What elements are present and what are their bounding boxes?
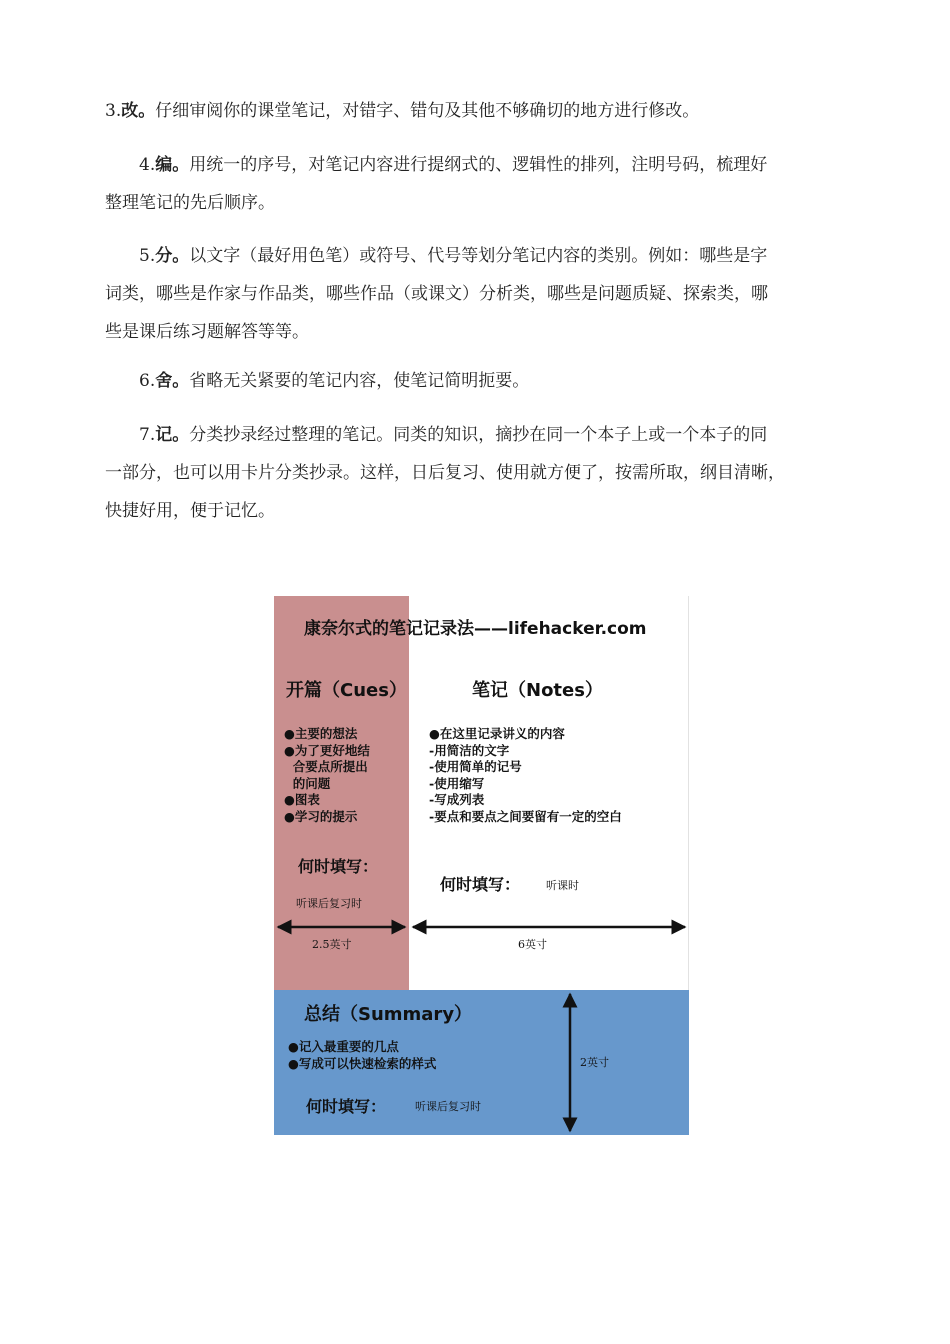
paragraph-number: 4. bbox=[139, 155, 156, 175]
paragraph-5 bbox=[105, 237, 865, 351]
list-item: ●主要的想法 bbox=[284, 726, 358, 741]
paragraph-number: 7. bbox=[139, 425, 156, 445]
list-item: -用简洁的文字 bbox=[429, 742, 510, 758]
paragraph-text: 词类，哪些是作家与作品类，哪些作品（或课文）分析类，哪些是问题质疑、探索类，哪 bbox=[105, 284, 768, 304]
list-item: ●图表 bbox=[284, 792, 320, 807]
paragraph-text: 一部分，也可以用卡片分类抄录。这样，日后复习、使用就方便了，按需所取，纲目清晰， bbox=[105, 463, 785, 483]
cues-when-label: 何时填写： bbox=[298, 857, 379, 876]
paragraph-text: 整理笔记的先后顺序。 bbox=[105, 193, 275, 213]
paragraph-keyword: 记。 bbox=[155, 425, 190, 445]
paragraph-keyword: 编。 bbox=[155, 155, 190, 175]
list-item: -要点和要点之间要留有一定的空白 bbox=[429, 808, 622, 824]
list-item: 合要点所提出 bbox=[284, 759, 368, 774]
paragraph-text: 些是课后练习题解答等等。 bbox=[105, 322, 309, 342]
summary-header: 总结（Summary） bbox=[304, 1004, 473, 1025]
list-item: -使用缩写 bbox=[429, 775, 485, 791]
paragraph-text: 用统一的序号，对笔记内容进行提纲式的、逻辑性的排列，注明号码，梳理好 bbox=[189, 155, 768, 175]
list-item: -使用简单的记号 bbox=[429, 759, 522, 774]
cues-width-label: 2.5英寸 bbox=[312, 938, 352, 951]
paragraph-text: 分类抄录经过整理的笔记。同类的知识，摘抄在同一个本子上或一个本子的同 bbox=[189, 425, 768, 445]
cues-when-value: 听课后复习时 bbox=[296, 897, 362, 910]
paragraph-6 bbox=[105, 362, 865, 400]
notes-header: 笔记（Notes） bbox=[472, 680, 603, 701]
notes-width-label: 6英寸 bbox=[518, 938, 547, 951]
summary-height-label: 2英寸 bbox=[580, 1056, 609, 1069]
paragraph-3 bbox=[105, 92, 865, 130]
paragraph-number: 3. bbox=[105, 101, 122, 121]
notes-when-label: 何时填写： bbox=[440, 875, 521, 894]
list-item: ●记入最重要的几点 bbox=[288, 1039, 399, 1054]
paragraph-keyword: 改。 bbox=[121, 101, 156, 121]
list-item: ●写成可以快速检索的样式 bbox=[288, 1055, 437, 1071]
paragraph-keyword: 分。 bbox=[155, 246, 190, 266]
figure-title: 康奈尔式的笔记记录法——lifehacker.com bbox=[304, 619, 647, 639]
notes-when-value: 听课时 bbox=[546, 879, 579, 892]
list-item: ●为了更好地结 bbox=[284, 742, 370, 758]
paragraph-4 bbox=[105, 146, 865, 222]
list-item: ●在这里记录讲义的内容 bbox=[429, 726, 565, 741]
paragraph-text: 快捷好用，便于记忆。 bbox=[105, 501, 275, 521]
list-item: -写成列表 bbox=[429, 792, 485, 807]
dimension-arrows bbox=[274, 596, 689, 1135]
summary-when-value: 听课后复习时 bbox=[415, 1100, 481, 1113]
paragraph-text: 仔细审阅你的课堂笔记，对错字、错句及其他不够确切的地方进行修改。 bbox=[155, 101, 700, 121]
cues-header: 开篇（Cues） bbox=[286, 680, 407, 701]
paragraph-text: 以文字（最好用色笔）或符号、代号等划分笔记内容的类别。例如：哪些是字 bbox=[189, 246, 768, 266]
cornell-notes-figure bbox=[274, 596, 689, 1135]
paragraph-number: 5. bbox=[139, 246, 156, 266]
paragraph-number: 6. bbox=[139, 371, 156, 391]
list-item: 的问题 bbox=[284, 775, 331, 791]
paragraph-7 bbox=[105, 416, 865, 530]
summary-when-label: 何时填写： bbox=[306, 1097, 387, 1116]
paragraph-text: 省略无关紧要的笔记内容，使笔记简明扼要。 bbox=[189, 371, 530, 391]
paragraph-keyword: 舍。 bbox=[155, 371, 190, 391]
list-item: ●学习的提示 bbox=[284, 808, 358, 824]
